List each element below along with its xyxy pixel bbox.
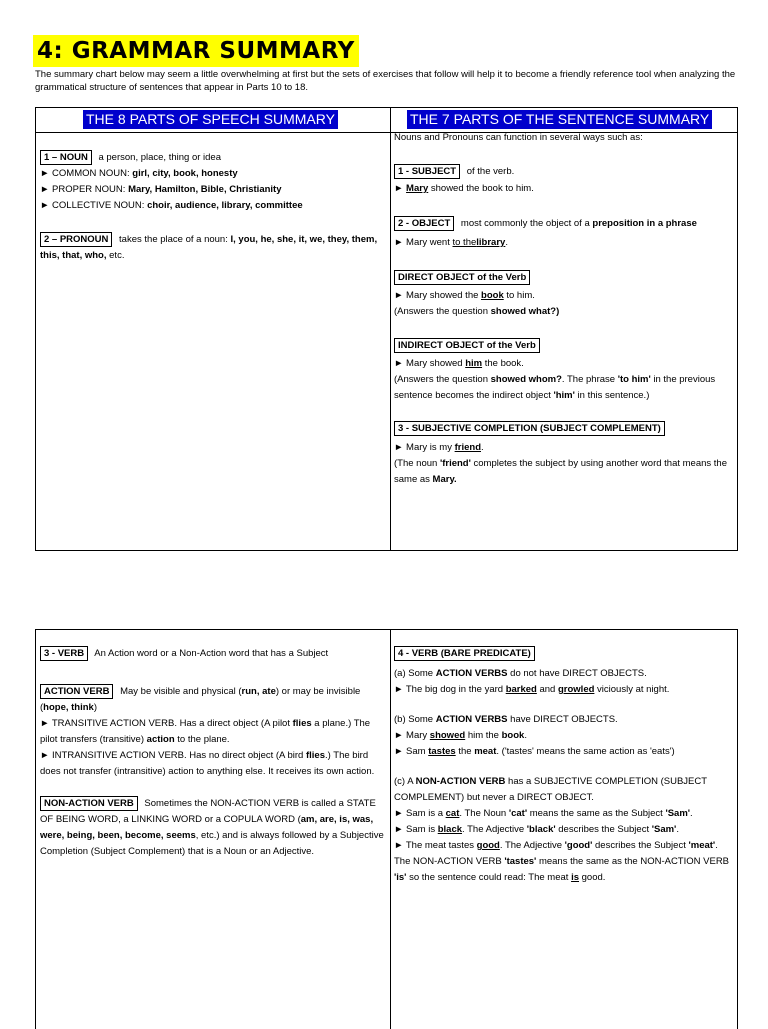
direct-object-label xyxy=(394,270,530,285)
subject-example-rest: showed the book to him. xyxy=(430,183,534,194)
object-example-phrase: to the xyxy=(452,237,477,248)
noun-definition: a person, place, thing or idea xyxy=(98,152,221,163)
case-b-showed: showed xyxy=(429,730,466,741)
transitive-text-end: to the plane. xyxy=(177,734,230,745)
case-c-conclusion xyxy=(394,854,734,886)
action-verb-entry xyxy=(40,684,384,716)
non-action-text-start: Sometimes the NON-ACTION VERB is called a STATE OF BEING WORD, a LINKING WORD or a COPULA WORD ( xyxy=(40,798,376,825)
pronoun-entry xyxy=(40,232,386,264)
case-b-example-1: ► Mary showed him the book. xyxy=(394,730,527,741)
subjcomp-word: friend xyxy=(454,442,481,453)
case-c-black-quoted: 'black' xyxy=(526,824,556,835)
case-c-start: (c) A xyxy=(394,776,414,787)
intransitive-flies: flies xyxy=(305,750,325,761)
intransitive-text-start: ► INTRANSITIVE ACTION VERB. Has no direct object (A bird xyxy=(40,750,304,761)
indirect-note-to-him: 'to him' xyxy=(617,374,651,385)
case-b-ex1-start: ► Mary xyxy=(394,730,428,741)
case-a-action-verbs: ACTION VERBS xyxy=(435,668,508,679)
page-title: 4: GRAMMAR SUMMARY xyxy=(33,35,359,67)
indirect-object-label-suffix: of the Verb xyxy=(486,340,536,351)
transitive-action: action xyxy=(146,734,175,745)
case-c-ex2-mid: describes the Subject xyxy=(558,824,650,835)
subject-entry xyxy=(394,164,734,180)
case-c-is-quoted: 'is' xyxy=(394,872,407,883)
case-a-line xyxy=(394,666,734,682)
noun-label: 1 – NOUN xyxy=(40,150,92,165)
indirect-note-text: (Answers the question xyxy=(394,374,488,385)
direct-note-text: (Answers the question xyxy=(394,306,488,317)
case-c-concl-end: good. xyxy=(581,872,606,883)
direct-example-end: to him. xyxy=(506,290,535,301)
case-b-ex2-end: . ('tastes' means the same action as 'eats') xyxy=(496,746,675,757)
case-a-and: and xyxy=(539,684,556,695)
case-c-ex1-start: ► Sam is a xyxy=(394,808,443,819)
common-noun-line xyxy=(40,166,386,182)
pronoun-definition: takes the place of a noun: xyxy=(119,234,228,245)
direct-object-note xyxy=(394,304,734,320)
parts-of-speech-header: THE 8 PARTS OF SPEECH SUMMARY xyxy=(83,110,338,129)
indirect-example-end: the book. xyxy=(484,358,524,369)
indirect-object-example xyxy=(394,356,734,372)
case-c-example-1: ► Sam is a cat. The Noun 'cat' means the same as the Subject 'Sam'. xyxy=(394,808,693,819)
collective-noun-line xyxy=(40,198,386,214)
subject-label: 1 - SUBJECT xyxy=(394,164,460,179)
case-b-ex2-start: ► Sam xyxy=(394,746,426,757)
object-definition-bold: preposition in a phrase xyxy=(592,218,697,229)
object-entry xyxy=(394,216,734,232)
direct-object-word: book xyxy=(481,290,504,301)
case-c-ex3-mid: describes the Subject xyxy=(595,840,686,851)
case-c-good: good xyxy=(476,840,500,851)
case-c-sam-2: 'Sam' xyxy=(651,824,677,835)
case-b-ex1-mid: him the xyxy=(467,730,499,741)
direct-object-label-suffix: of the Verb xyxy=(477,272,527,283)
object-label: 2 - OBJECT xyxy=(394,216,454,231)
indirect-object-label xyxy=(394,338,540,353)
subjective-completion-label: 3 - SUBJECTIVE COMPLETION (SUBJECT COMPLEMENT) xyxy=(394,421,665,436)
subjcomp-note-mary: Mary. xyxy=(432,474,457,485)
transitive-text-mid: a plane.) The pilot transfers (transitive) xyxy=(40,718,371,745)
indirect-object-word: him xyxy=(465,358,483,369)
object-example: ► Mary went to thelibrary. xyxy=(394,237,508,248)
case-c-meat-quoted: 'meat' xyxy=(688,840,716,851)
non-action-text-end: , etc.) and is always followed by a Subjective Completion (Subject Complement) that is a Noun or an Adjective. xyxy=(40,830,384,857)
pronoun-label: 2 – PRONOUN xyxy=(40,232,112,247)
case-c-concl-mid: means the same as the NON-ACTION VERB xyxy=(538,856,730,867)
case-c-example-2: ► Sam is black. The Adjective 'black' describes the Subject 'Sam'. xyxy=(394,824,679,835)
intransitive-text-end: .) The bird does not transfer (intransitive) action to anything else. It receives its own action. xyxy=(40,750,375,777)
action-def-examples2: hope, think xyxy=(43,702,94,713)
case-a-example xyxy=(394,682,734,698)
case-c-black: black xyxy=(437,824,463,835)
case-b-action-verbs: ACTION VERBS xyxy=(435,714,508,725)
case-a-example-end: viciously at night. xyxy=(597,684,670,695)
case-c-sam-1: 'Sam' xyxy=(665,808,691,819)
non-action-examples: am, are, is, was, were, being, been, become, seems xyxy=(40,814,374,841)
direct-example-start: ► Mary showed the xyxy=(394,290,479,301)
transitive-text-start: ► TRANSITIVE ACTION VERB. Has a direct object (A pilot xyxy=(40,718,290,729)
verb-entry xyxy=(40,646,384,662)
subject-example xyxy=(394,181,734,197)
case-c-ex1-noun: . The Noun xyxy=(459,808,507,819)
case-b-tastes: tastes xyxy=(428,746,456,757)
subjcomp-example-start: ► Mary is my xyxy=(394,442,452,453)
action-def-mid: ) or may be invisible ( xyxy=(40,686,361,713)
verb-label: 3 - VERB xyxy=(40,646,88,661)
column-divider xyxy=(390,108,391,550)
collective-noun-label: ► COLLECTIVE NOUN: xyxy=(40,200,145,211)
column-divider xyxy=(390,630,391,1029)
case-c-ex3-start: ► The meat tastes xyxy=(394,840,474,851)
case-b-start: (b) Some xyxy=(394,714,434,725)
subjective-completion-example: ► Mary is my friend. xyxy=(394,442,484,453)
direct-object-label-text: DIRECT OBJECT xyxy=(398,272,475,283)
case-c-is: is xyxy=(571,872,579,883)
non-action-verb-label: NON-ACTION VERB xyxy=(40,796,138,811)
summary-table-top xyxy=(35,107,738,551)
case-a-end: do not have DIRECT OBJECTS. xyxy=(510,668,647,679)
indirect-note-end: in this sentence.) xyxy=(577,390,650,401)
transitive-line xyxy=(40,716,384,748)
case-b-line xyxy=(394,712,734,728)
noun-entry xyxy=(40,150,386,166)
bare-predicate-entry xyxy=(394,646,734,662)
proper-noun-label: ► PROPER NOUN: xyxy=(40,184,126,195)
case-b-ex2-the: the xyxy=(458,746,472,757)
case-a-example-start: ► The big dog in the yard xyxy=(394,684,504,695)
case-b-example-2 xyxy=(394,744,734,760)
subjcomp-note-start: (The noun xyxy=(394,458,438,469)
indirect-note-mid: in the previous sentence becomes the indirect object xyxy=(394,374,716,401)
indirect-note-him: 'him' xyxy=(553,390,575,401)
indirect-example-start: ► Mary showed xyxy=(394,358,463,369)
common-noun-label: ► COMMON NOUN: xyxy=(40,168,130,179)
summary-table-bottom xyxy=(35,629,738,1029)
sentence-intro: Nouns and Pronouns can function in several ways such as: xyxy=(394,132,643,143)
case-c-example-3: ► The meat tastes good. The Adjective 'good' describes the Subject 'meat'. xyxy=(394,840,718,851)
case-c-ex2-start: ► Sam is xyxy=(394,824,436,835)
indirect-object-note xyxy=(394,372,734,404)
case-c-good-quoted: 'good' xyxy=(564,840,593,851)
indirect-object-label-text: INDIRECT OBJECT xyxy=(398,340,485,351)
subjcomp-note-friend: 'friend' xyxy=(439,458,471,469)
proper-noun-examples: Mary, Hamilton, Bible, Christianity xyxy=(128,184,282,195)
case-c-concl-rest: so the sentence could read: The meat xyxy=(409,872,569,883)
parts-of-sentence-header: THE 7 PARTS OF THE SENTENCE SUMMARY xyxy=(407,110,712,129)
action-verb-label: ACTION VERB xyxy=(40,684,113,699)
subject-definition: of the verb. xyxy=(466,166,515,177)
case-c-line xyxy=(394,774,734,806)
verb-definition: An Action word or a Non-Action word that has a Subject xyxy=(94,648,329,659)
intro-paragraph: The summary chart below may seem a little overwhelming at first but the sets of exercises that follow will help it to become a friendly reference tool when analyzing the grammatical structure of sentences that appear in Parts 10 to 18. xyxy=(35,69,736,93)
action-def-end: ) xyxy=(93,702,98,713)
case-c-ex2-adj: . The Adjective xyxy=(462,824,525,835)
case-b-end: have DIRECT OBJECTS. xyxy=(510,714,618,725)
transitive-flies: flies xyxy=(292,718,312,729)
case-c-tastes-quoted: 'tastes' xyxy=(504,856,537,867)
pronoun-examples: I, you, he, she, it, we, they, them, this, that, who, xyxy=(40,234,378,261)
case-c-ex3-adj: . The Adjective xyxy=(499,840,562,851)
bare-predicate-label: 4 - VERB (BARE PREDICATE) xyxy=(394,646,535,661)
indirect-note-phrase: . The phrase xyxy=(561,374,616,385)
subject-word: Mary xyxy=(406,183,429,194)
case-a-barked: barked xyxy=(505,684,537,695)
collective-noun-examples: choir, audience, library, committee xyxy=(147,200,303,211)
case-b-book: book xyxy=(501,730,525,741)
object-example-start: ► Mary went xyxy=(394,237,450,248)
intransitive-line xyxy=(40,748,384,780)
object-definition: most commonly the object of a xyxy=(460,218,590,229)
direct-object-example xyxy=(394,288,734,304)
case-c-end: has a SUBJECTIVE COMPLETION (SUBJECT COMPLEMENT) but never a DIRECT OBJECT. xyxy=(394,776,707,803)
action-def-start: May be visible and physical ( xyxy=(120,686,242,697)
proper-noun-line xyxy=(40,182,386,198)
case-c-cat: cat xyxy=(445,808,460,819)
non-action-verb-entry xyxy=(40,796,384,860)
direct-object-entry xyxy=(394,270,734,286)
subjcomp-note-mid: completes the subject by using another word that means the same as xyxy=(394,458,727,485)
case-c-ex1-mid: means the same as the Subject xyxy=(529,808,663,819)
case-c-concl-start: The NON-ACTION VERB xyxy=(394,856,502,867)
indirect-object-entry xyxy=(394,338,734,354)
case-b-meat: meat xyxy=(474,746,497,757)
case-c-cat-quoted: 'cat' xyxy=(508,808,528,819)
common-noun-examples: girl, city, book, honesty xyxy=(132,168,238,179)
subjective-completion-entry xyxy=(394,421,734,437)
action-def-examples1: run, ate xyxy=(241,686,276,697)
case-a-start: (a) Some xyxy=(394,668,434,679)
case-a-growled: growled xyxy=(557,684,595,695)
bullet-arrow: ► xyxy=(394,183,404,194)
subjective-completion-note xyxy=(394,456,734,488)
pronoun-etc: etc. xyxy=(109,250,125,261)
indirect-note-question: showed whom? xyxy=(490,374,562,385)
object-word: library xyxy=(476,237,506,248)
case-c-non-action-verb: NON-ACTION VERB xyxy=(415,776,506,787)
direct-note-question: showed what?) xyxy=(490,306,560,317)
